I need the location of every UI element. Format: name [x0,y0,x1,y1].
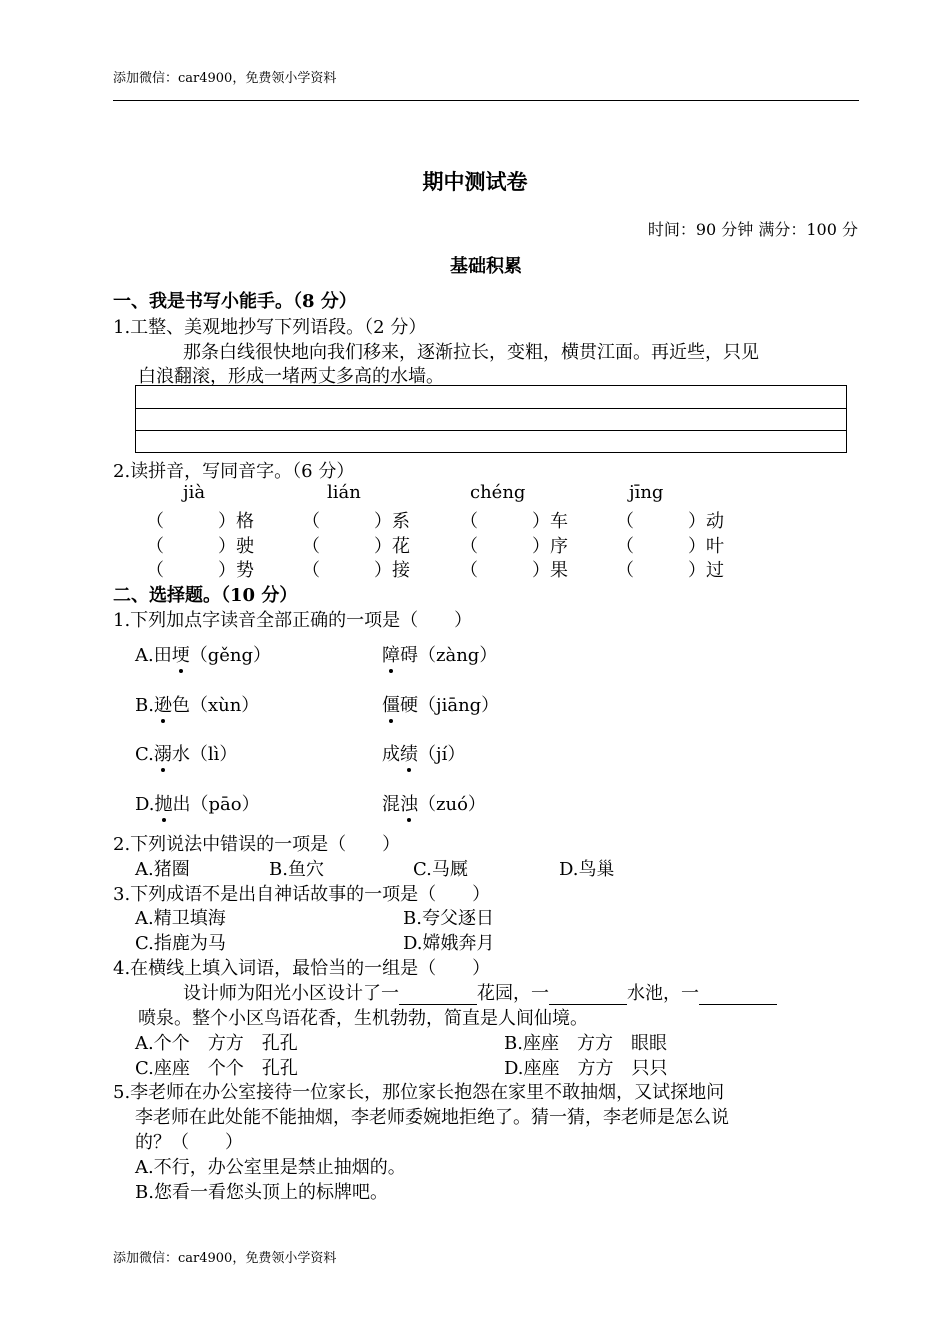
answer-blank[interactable] [549,986,627,1005]
option-b-word2 [382,691,499,717]
exam-meta: 时间：90 分钟 满分：100 分 [647,220,858,239]
fill-blank[interactable]: （ ）接 [302,560,410,581]
fill-blank[interactable]: （ ）驶 [146,536,254,557]
fill-blank[interactable]: （ ）势 [146,560,254,581]
part2-q4-passage [183,979,777,1005]
option-label: D. [135,794,155,815]
option-b[interactable]: B.座座 方方 眼眼 [504,1033,667,1054]
option-text: 田 [153,645,172,666]
option-c[interactable]: C.马厩 [413,859,468,880]
section-title: 基础积累 [450,256,522,277]
option-c-word2 [382,740,465,766]
answer-blank[interactable] [699,986,777,1005]
option-text: 碍 [400,645,418,666]
option-a[interactable] [135,641,271,667]
part1-q2-stem: 2.读拼音，写同音字。（6 分） [113,461,355,482]
option-text: 出（pāo） [172,794,260,815]
option-c[interactable]: C.指鹿为马 [135,933,226,954]
passage-text: 水池，一 [627,983,699,1004]
header-rule [113,100,859,101]
option-a[interactable]: A.猪圈 [135,859,190,880]
option-a[interactable]: A.精卫填海 [135,908,226,929]
option-d-word2 [382,790,486,816]
part1-heading: 一、我是书写小能手。（8 分） [113,291,357,312]
fill-blank[interactable]: （ ）系 [302,511,410,532]
option-text: 水（lì） [171,744,238,765]
option-b[interactable]: B.您看一看您头顶上的标牌吧。 [135,1182,388,1203]
footer-note: 添加微信：car4900，免费领小学资料 [113,1251,337,1266]
option-text: 硬（jiāng） [400,695,500,716]
option-b[interactable]: B.夸父逐日 [403,908,494,929]
passage-text: 设计师为阳光小区设计了一 [183,983,399,1004]
option-b[interactable]: B.鱼穴 [269,859,324,880]
option-text: （gěng） [189,645,272,666]
part2-q4-stem: 4.在横线上填入词语，最恰当的一组是（ ） [113,958,491,979]
dotted-char: 抛 [155,790,173,816]
option-label: C. [135,744,154,765]
option-d[interactable] [135,790,260,816]
fill-blank[interactable]: （ ）格 [146,511,254,532]
option-text: （zuó） [418,794,486,815]
option-text: 色（xùn） [171,695,260,716]
header-note: 添加微信：car4900，免费领小学资料 [113,71,337,86]
pinyin-3: chéng [470,482,526,503]
part2-q5-stem-line3: 的？（ ） [135,1132,243,1153]
dotted-char: 障 [382,641,400,667]
part1-q1-passage-line2: 白浪翻滚，形成一堵两丈多高的水墙。 [138,366,444,387]
option-d[interactable]: D.鸟巢 [559,859,615,880]
dotted-char: 溺 [154,740,172,766]
pinyin-1: jià [183,482,206,503]
option-text: 成 [382,744,400,765]
option-c[interactable]: C.座座 个个 孔孔 [135,1058,298,1079]
option-label: B. [135,695,154,716]
fill-blank[interactable]: （ ）序 [460,536,568,557]
fill-blank[interactable]: （ ）果 [460,560,568,581]
option-a[interactable]: A.不行，办公室里是禁止抽烟的。 [135,1157,406,1178]
part1-q1-passage-line1: 那条白线很快地向我们移来，逐渐拉长，变粗，横贯江面。再近些，只见 [183,342,759,363]
option-label: A. [135,645,154,666]
part2-heading: 二、选择题。（10 分） [113,585,298,606]
fill-blank[interactable]: （ ）动 [616,511,724,532]
option-text: （zàng） [418,645,498,666]
option-a[interactable]: A.个个 方方 孔孔 [135,1033,298,1054]
dotted-char: 僵 [382,691,400,717]
dotted-char: 逊 [154,691,172,717]
option-text: （jí） [418,744,466,765]
part1-q1-stem: 1.工整、美观地抄写下列语段。（2 分） [113,317,427,338]
copy-writing-box[interactable] [135,385,847,453]
fill-blank[interactable]: （ ）叶 [616,536,724,557]
part2-q1-stem: 1.下列加点字读音全部正确的一项是（ ） [113,610,473,631]
dotted-char: 绩 [400,740,418,766]
option-b[interactable] [135,691,259,717]
option-d[interactable]: D.座座 方方 只只 [504,1058,668,1079]
option-d[interactable]: D.嫦娥奔月 [403,933,495,954]
answer-blank[interactable] [399,986,477,1005]
page-title: 期中测试卷 [422,169,528,194]
fill-blank[interactable]: （ ）花 [302,536,410,557]
dotted-char: 浊 [400,790,418,816]
option-a-word2 [382,641,497,667]
pinyin-4: jīng [629,482,664,503]
dotted-char: 埂 [172,641,190,667]
part2-q4-passage-line2: 喷泉。整个小区鸟语花香，生机勃勃，简直是人间仙境。 [138,1008,588,1029]
part2-q5-stem-line2: 李老师在此处能不能抽烟，李老师委婉地拒绝了。猜一猜，李老师是怎么说 [135,1107,729,1128]
fill-blank[interactable]: （ ）车 [460,511,568,532]
writing-line [136,408,846,409]
part2-q3-stem: 3.下列成语不是出自神话故事的一项是（ ） [113,884,491,905]
fill-blank[interactable]: （ ）过 [616,560,724,581]
writing-line [136,430,846,431]
part2-q5-stem-line1: 5.李老师在办公室接待一位家长，那位家长抱怨在家里不敢抽烟，又试探地问 [113,1082,725,1103]
option-c[interactable] [135,740,237,766]
passage-text: 花园，一 [477,983,549,1004]
part2-q2-stem: 2.下列说法中错误的一项是（ ） [113,834,401,855]
option-text: 混 [382,794,400,815]
pinyin-2: lián [327,482,361,503]
